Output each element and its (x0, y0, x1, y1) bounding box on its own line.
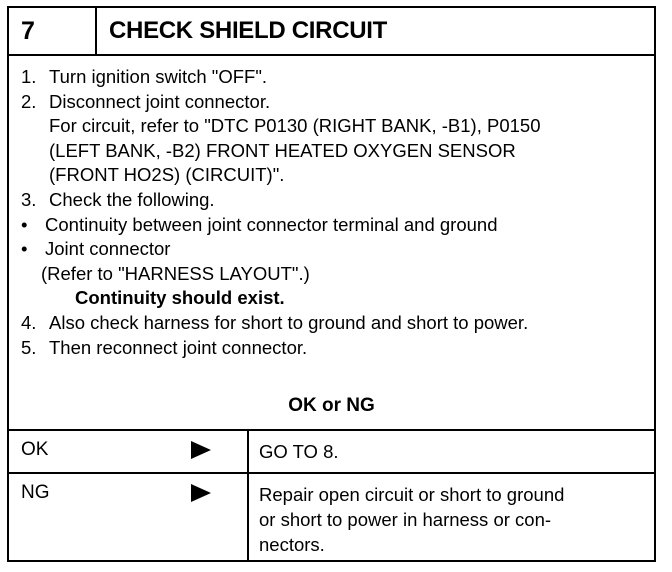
instruction-2-number: 2. (21, 90, 37, 112)
instruction-2-ref-line-2: (LEFT BANK, -B2) FRONT HEATED OXYGEN SENSOR (49, 139, 516, 161)
instruction-3 (21, 188, 654, 213)
result-divider (247, 431, 249, 472)
result-ng-action-line-3: nectors. (259, 534, 325, 555)
bullet-icon: • (21, 213, 28, 235)
check-item-2-reference: (Refer to "HARNESS LAYOUT".) (41, 262, 310, 284)
check-item-1 (21, 213, 654, 238)
bullet-icon: • (21, 238, 28, 260)
instruction-1-text: Turn ignition switch "OFF". (49, 66, 268, 87)
instruction-3-number: 3. (21, 188, 37, 210)
instruction-1 (21, 65, 654, 90)
check-item-1-text: Continuity between joint connector terminal and ground (45, 213, 498, 235)
instruction-4-text: Also check harness for short to ground and short to power. (49, 311, 529, 333)
result-ng-action-line-1: Repair open circuit or short to ground (259, 484, 565, 505)
verdict-heading: OK or NG (288, 395, 375, 416)
result-row-ng (9, 474, 654, 560)
instructions-section (9, 56, 654, 431)
result-ok-action: GO TO 8. (259, 441, 339, 462)
arrow-right-icon (191, 484, 211, 502)
result-ok-label: OK (21, 439, 49, 460)
instruction-4 (21, 311, 654, 336)
result-row-ok (9, 431, 654, 474)
diagnostic-step-table (7, 6, 656, 562)
result-ng-action (259, 482, 644, 557)
result-ng-label: NG (21, 482, 50, 503)
instruction-2-ref-line-1: For circuit, refer to "DTC P0130 (RIGHT BANK, -B1), P0150 (49, 115, 541, 137)
step-title: CHECK SHIELD CIRCUIT (109, 17, 388, 44)
instruction-5 (21, 336, 654, 361)
result-ng-action-line-2: or short to power in harness or con- (259, 509, 552, 530)
step-number: 7 (9, 8, 97, 54)
instruction-2-text: Disconnect joint connector. (49, 90, 271, 112)
instruction-2 (21, 90, 654, 115)
expected-result: Continuity should exist. (75, 287, 285, 309)
instruction-5-number: 5. (21, 336, 37, 358)
check-item-2-text: Joint connector (45, 238, 171, 260)
instruction-4-number: 4. (21, 311, 37, 333)
check-item-2 (21, 237, 654, 262)
instruction-3-text: Check the following. (49, 188, 215, 210)
instruction-2-ref-line-3: (FRONT HO2S) (CIRCUIT)". (49, 164, 285, 186)
arrow-right-icon (191, 441, 211, 459)
instruction-1-number: 1. (21, 66, 37, 87)
result-divider (247, 474, 249, 560)
instruction-5-text: Then reconnect joint connector. (49, 336, 308, 358)
step-header (9, 8, 654, 56)
